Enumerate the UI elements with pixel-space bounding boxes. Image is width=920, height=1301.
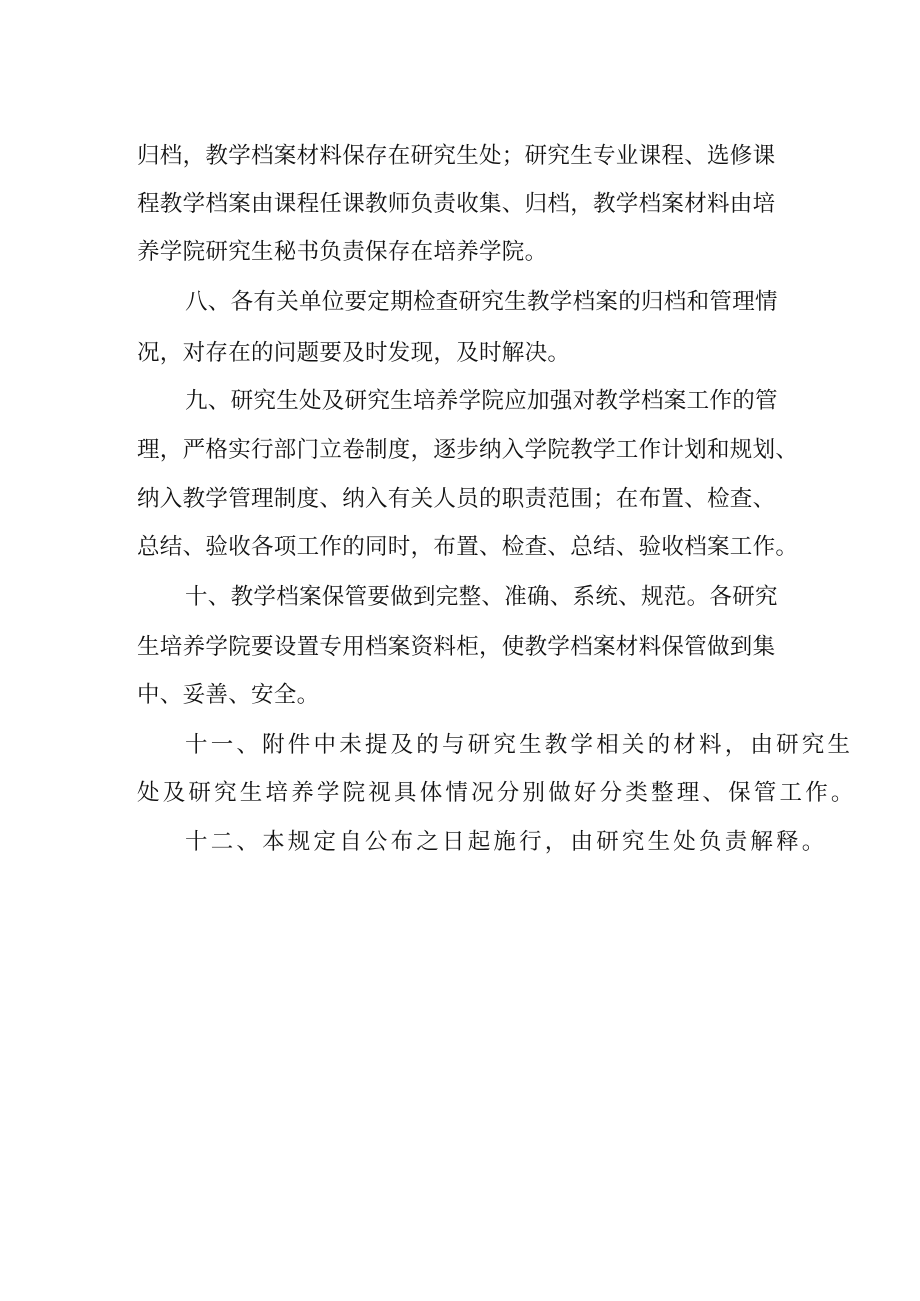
- paragraph-ten-line: 十、教学档案保管要做到完整、准确、系统、规范。各研究: [185, 584, 778, 610]
- text-line: 总结、验收各项工作的同时，布置、检查、总结、验收档案工作。: [137, 534, 799, 560]
- text-line: 理，严格实行部门立卷制度，逐步纳入学院教学工作计划和规划、: [137, 437, 799, 463]
- text-line: 归档，教学档案材料保存在研究生处；研究生专业课程、选修课: [137, 143, 776, 169]
- text-line: 生培养学院要设置专用档案资料柜，使教学档案材料保管做到集: [137, 634, 776, 660]
- paragraph-eleven-line: 十一、附件中未提及的与研究生教学相关的材料，由研究生: [185, 732, 854, 758]
- text-line: 况，对存在的问题要及时发现，及时解决。: [137, 340, 571, 366]
- text-line: 纳入教学管理制度、纳入有关人员的职责范围；在布置、检查、: [137, 486, 776, 512]
- paragraph-eight-line: 八、各有关单位要定期检查研究生教学档案的归档和管理情: [185, 289, 778, 315]
- text-line: 程教学档案由课程任课教师负责收集、归档，教学档案材料由培: [137, 191, 776, 217]
- text-line: 养学院研究生秘书负责保存在培养学院。: [137, 239, 548, 265]
- paragraph-twelve-line: 十二、本规定自公布之日起施行，由研究生处负责解释。: [185, 829, 828, 855]
- paragraph-nine-line: 九、研究生处及研究生培养学院应加强对教学档案工作的管: [185, 388, 778, 414]
- text-line: 处及研究生培养学院视具体情况分别做好分类整理、保管工作。: [137, 780, 857, 806]
- text-line: 中、妥善、安全。: [137, 682, 320, 708]
